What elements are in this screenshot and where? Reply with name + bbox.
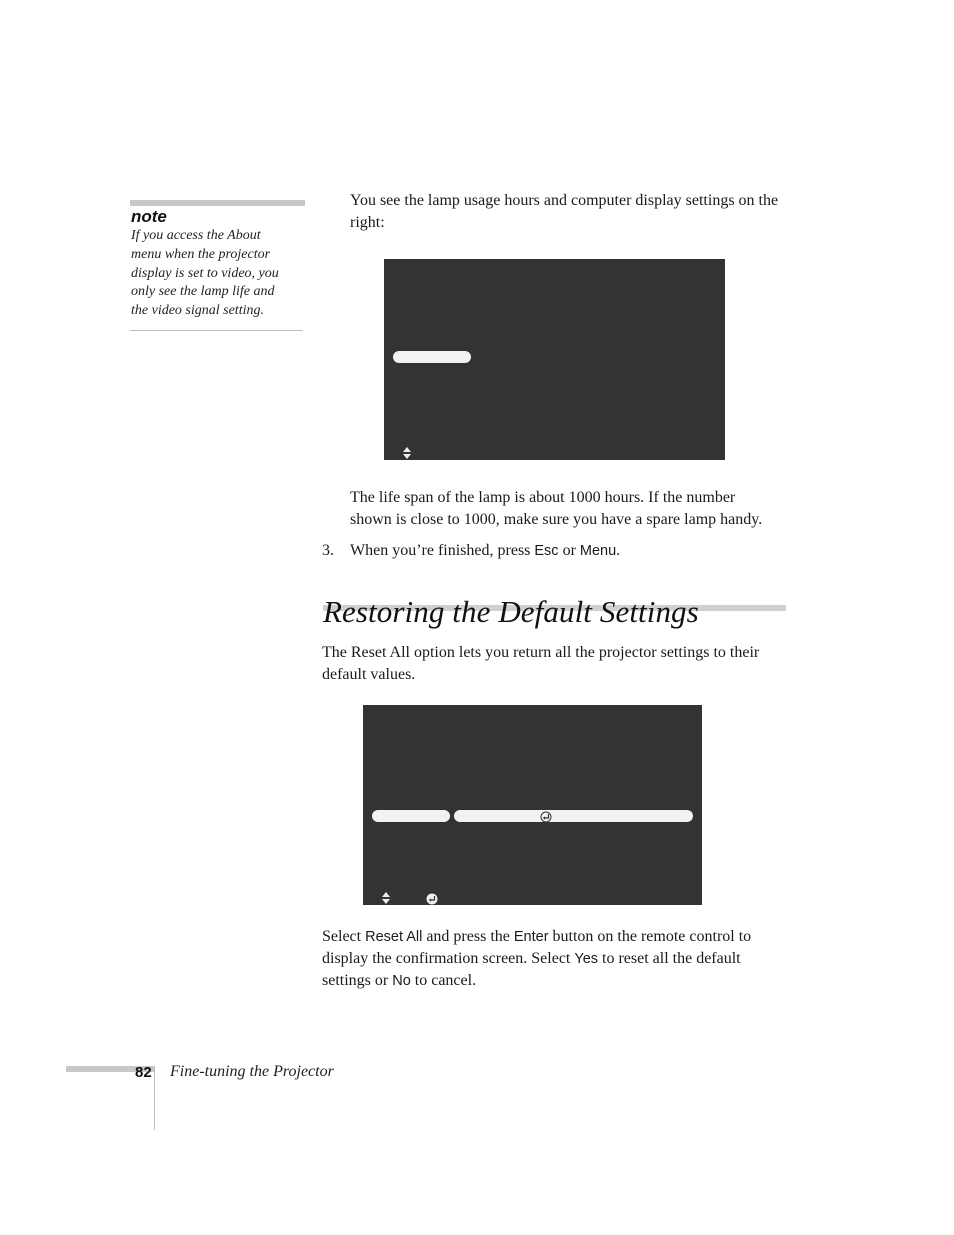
enter-icon — [540, 810, 552, 822]
enter-key-label: Enter — [513, 929, 549, 945]
step-3-text — [350, 540, 780, 562]
yes-key-label: Yes — [574, 951, 599, 967]
note-title: note — [131, 207, 167, 226]
reset-menu-screenshot — [363, 705, 702, 905]
step-3-number: 3. — [322, 542, 334, 559]
reset-menu-highlight — [372, 810, 450, 822]
about-menu-highlight — [393, 351, 471, 363]
instr-text-4: to reset all the default settings or — [322, 950, 741, 989]
step-3-suffix: . — [616, 542, 621, 559]
instr-text-5: to cancel. — [410, 972, 477, 989]
reset-all-highlight — [454, 810, 693, 822]
note-top-bar — [130, 200, 305, 206]
note-body: If you access the About menu when the projector display is set to video, you only see the lamp life and the video signal setting. — [131, 228, 279, 319]
up-down-arrow-icon — [402, 446, 412, 460]
section-heading: Restoring the Default Settings — [323, 594, 699, 629]
lamp-life-paragraph: The life span of the lamp is about 1000 hours. If the number shown is close to 1000, make sure you have a spare lamp handy. — [350, 489, 763, 528]
chapter-title: Fine-tuning the Projector — [170, 1063, 334, 1080]
no-key-label: No — [392, 973, 411, 989]
intro-paragraph: You see the lamp usage hours and computer display settings on the right: — [350, 192, 779, 231]
page-number: 82 — [135, 1064, 152, 1081]
note-bottom-rule — [130, 330, 303, 331]
step-3-middle: or — [558, 542, 580, 559]
menu-key-label: Menu — [579, 543, 617, 559]
esc-key-label: Esc — [534, 543, 559, 559]
enter-icon — [426, 892, 438, 904]
section-intro: The Reset All option lets you return all the projector settings to their default values. — [322, 644, 760, 683]
reset-instructions — [322, 926, 787, 992]
instr-text-2: and press the — [422, 928, 514, 945]
step-3-prefix: When you’re finished, press — [350, 542, 535, 559]
instr-text-3: button on the remote control to display the confirmation screen. Select — [322, 928, 752, 967]
up-down-arrow-icon — [381, 891, 391, 905]
about-menu-screenshot — [384, 259, 725, 460]
footer-divider — [154, 1066, 155, 1130]
instr-text-1: Select — [322, 928, 366, 945]
reset-all-key-label: Reset All — [365, 929, 423, 945]
